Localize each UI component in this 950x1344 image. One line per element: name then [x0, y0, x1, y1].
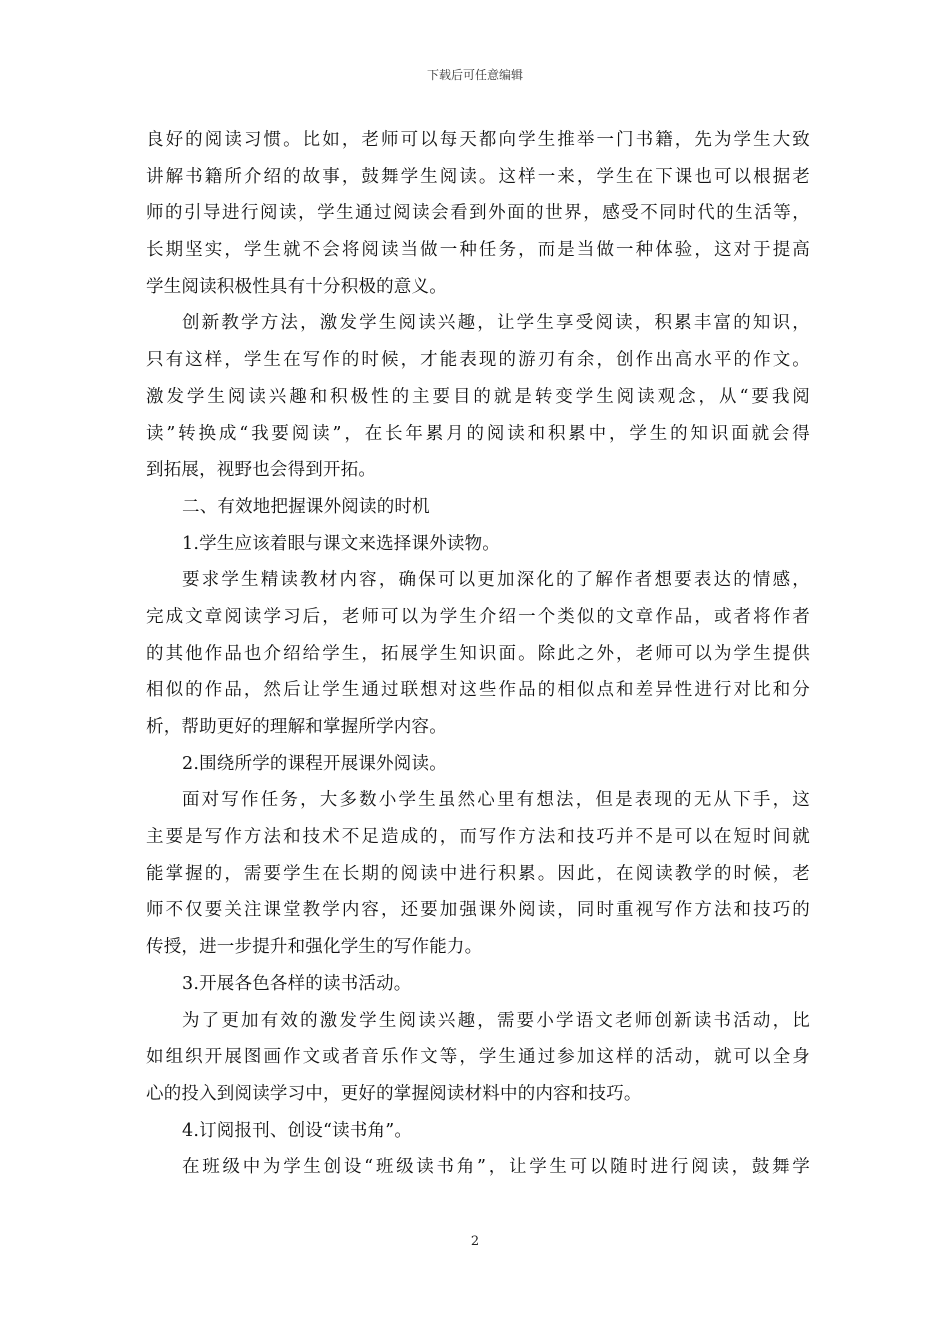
- text-line: 的其他作品也介绍给学生，拓展学生知识面。除此之外，老师可以为学生提供: [146, 643, 810, 664]
- text-line: 在班级中为学生创设“班级读书角”，让学生可以随时进行阅读，鼓舞学: [182, 1157, 810, 1178]
- text-line: 长期坚实，学生就不会将阅读当做一种任务，而是当做一种体验，这对于提高: [146, 240, 810, 261]
- text-line: 创新教学方法，激发学生阅读兴趣，让学生享受阅读，积累丰富的知识，: [182, 313, 810, 334]
- text-line: 激发学生阅读兴趣和积极性的主要目的就是转变学生阅读观念，从“要我阅: [146, 386, 810, 407]
- page-header: 下载后可任意编辑: [426, 68, 523, 82]
- subsection-heading: 2.围绕所学的课程开展课外阅读。: [182, 753, 447, 774]
- subsection-heading: 3.开展各色各样的读书活动。: [182, 973, 412, 994]
- text-line: 心的投入到阅读学习中，更好的掌握阅读材料中的内容和技巧。: [146, 1083, 642, 1104]
- document-body: [146, 122, 810, 1186]
- text-line: 相似的作品，然后让学生通过联想对这些作品的相似点和差异性进行对比和分: [146, 680, 810, 701]
- text-line: 只有这样，学生在写作的时候，才能表现的游刃有余，创作出高水平的作文。: [146, 350, 810, 371]
- text-line: 面对写作任务，大多数小学生虽然心里有想法，但是表现的无从下手，这: [182, 790, 810, 811]
- subsection-heading: 4.订阅报刊、创设“读书角”。: [182, 1120, 413, 1141]
- text-line: 完成文章阅读学习后，老师可以为学生介绍一个类似的文章作品，或者将作者: [146, 606, 810, 627]
- text-line: 学生阅读积极性具有十分积极的意义。: [146, 276, 447, 297]
- text-line: 良好的阅读习惯。比如，老师可以每天都向学生推举一门书籍，先为学生大致: [146, 130, 810, 150]
- text-line: 读”转换成“我要阅读”，在长年累月的阅读和积累中，学生的知识面就会得: [146, 423, 810, 444]
- text-line: 讲解书籍所介绍的故事，鼓舞学生阅读。这样一来，学生在下课也可以根据老: [146, 166, 810, 187]
- section-heading: 二、有效地把握课外阅读的时机: [182, 496, 430, 517]
- text-line: 如组织开展图画作文或者音乐作文等，学生通过参加这样的活动，就可以全身: [146, 1047, 810, 1068]
- text-line: 师不仅要关注课堂教学内容，还要加强课外阅读，同时重视写作方法和技巧的: [146, 900, 810, 921]
- text-line: 传授，进一步提升和强化学生的写作能力。: [146, 937, 483, 958]
- subsection-heading: 1.学生应该着眼与课文来选择课外读物。: [182, 533, 500, 554]
- text-line: 到拓展，视野也会得到开拓。: [146, 460, 377, 481]
- text-line: 为了更加有效的激发学生阅读兴趣，需要小学语文老师创新读书活动，比: [182, 1010, 810, 1031]
- text-line: 析，帮助更好的理解和掌握所学内容。: [146, 717, 447, 737]
- text-line: 师的引导进行阅读，学生通过阅读会看到外面的世界，感受不同时代的生活等，: [146, 203, 810, 224]
- text-line: 要求学生精读教材内容，确保可以更加深化的了解作者想要表达的情感，: [182, 570, 810, 591]
- page-number: 2: [470, 1234, 480, 1249]
- text-line: 主要是写作方法和技术不足造成的，而写作方法和技巧并不是可以在短时间就: [146, 827, 810, 848]
- text-line: 能掌握的，需要学生在长期的阅读中进行积累。因此，在阅读教学的时候，老: [146, 863, 810, 884]
